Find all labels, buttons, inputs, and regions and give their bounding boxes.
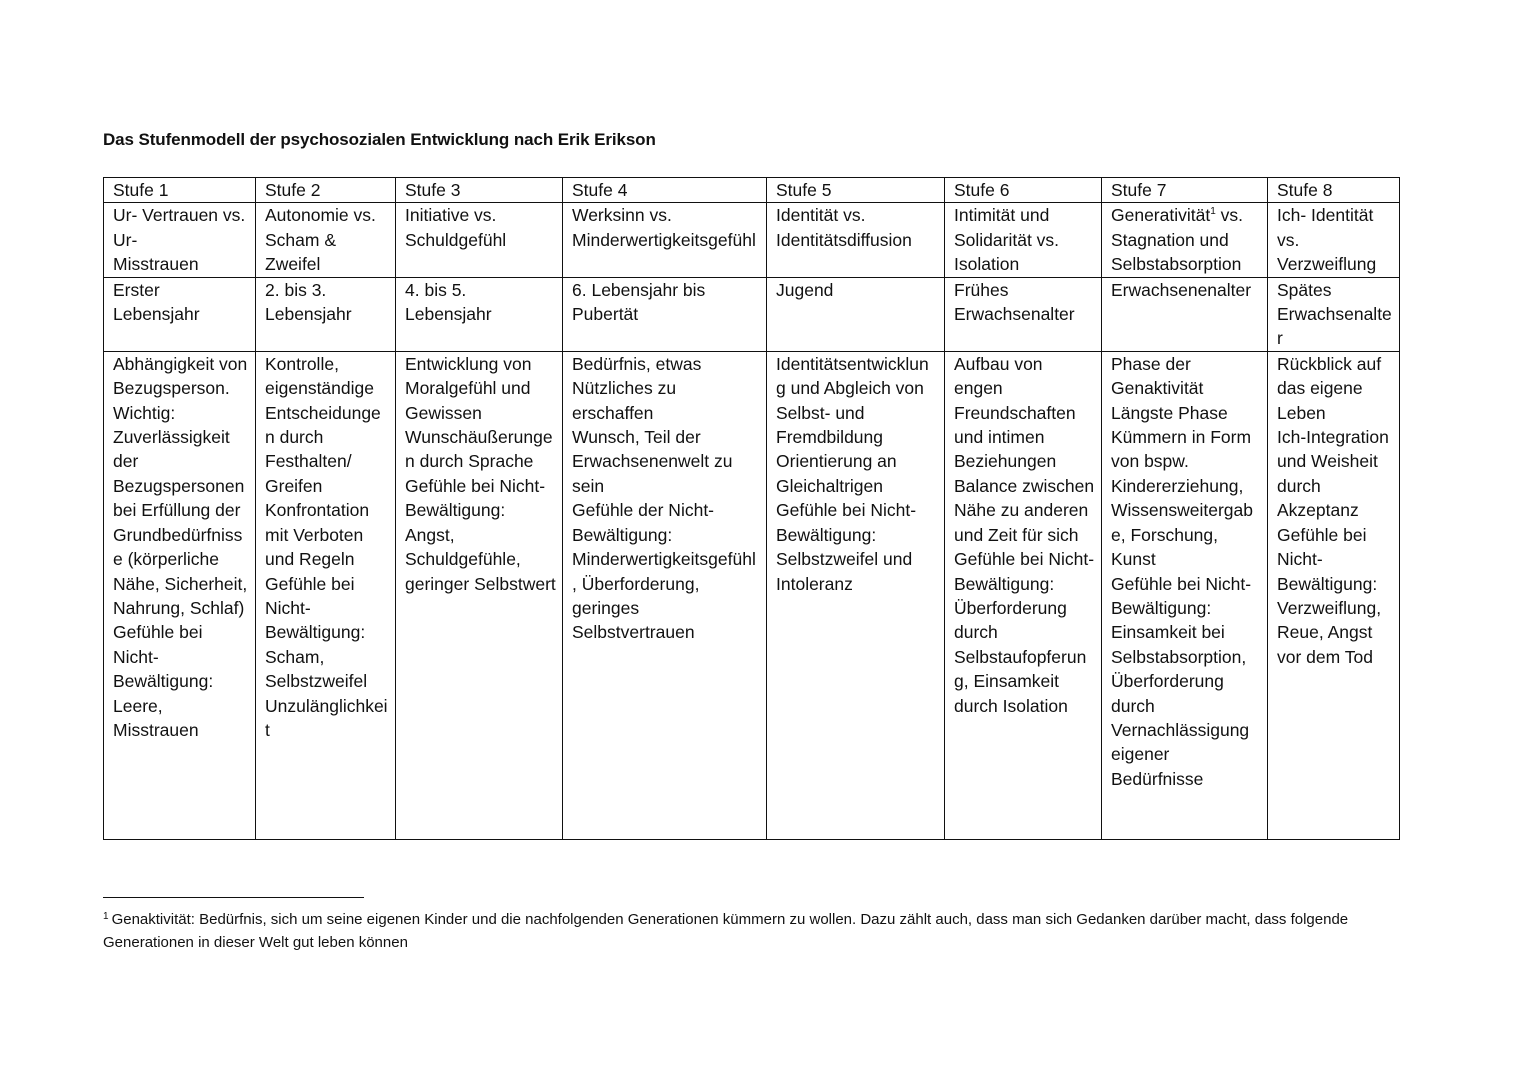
stage-1-conflict: Ur- Vertrauen vs. Ur- Misstrauen: [104, 203, 256, 277]
table-row-stage-labels: [104, 178, 1400, 203]
stage-3-description: Entwicklung von Moralgefühl und Gewissen Wunschäußerungen durch Sprache Gefühle bei Nicht-Bewältigung: Angst, Schuldgefühle, geringer Selbstwert: [396, 351, 563, 839]
stage-1-age: Erster Lebensjahr: [104, 277, 256, 351]
footnote: [103, 908, 1393, 954]
stage-5-age: Jugend: [767, 277, 945, 351]
stage-5-conflict: Identität vs. Identitätsdiffusion: [767, 203, 945, 277]
footnote-reference: 1: [1210, 206, 1216, 218]
stage-8-description: Rückblick auf das eigene Leben Ich-Integration und Weisheit durch Akzeptanz Gefühle bei Nicht-Bewältigung: Verzweiflung, Reue, Angst vor dem Tod: [1268, 351, 1400, 839]
document-title: Das Stufenmodell der psychosozialen Entwicklung nach Erik Erikson: [103, 130, 656, 149]
stage-6-conflict: Intimität und Solidarität vs. Isolation: [945, 203, 1102, 277]
stage-8-age: Spätes Erwachsenalter: [1268, 277, 1400, 351]
footnote-mark: 1: [103, 911, 109, 922]
stage-5-description: Identitätsentwicklung und Abgleich von Selbst- und Fremdbildung Orientierung an Gleichaltrigen Gefühle bei Nicht-Bewältigung: Selbstzweifel und Intoleranz: [767, 351, 945, 839]
footnote-separator: [103, 897, 364, 898]
stage-2-conflict: Autonomie vs. Scham & Zweifel: [256, 203, 396, 277]
stage-7-description: Phase der Genaktivität Längste Phase Kümmern in Form von bspw. Kindererziehung, Wissensweitergabe, Forschung, Kunst Gefühle bei Nicht-Bewältigung: Einsamkeit bei Selbstabsorption, Überforderung durch Vernachlässigung eigener Bedürfnisse: [1102, 351, 1268, 839]
stage-8-label: Stufe 8: [1268, 178, 1400, 203]
stage-5-label: Stufe 5: [767, 178, 945, 203]
stage-3-conflict: Initiative vs. Schuldgefühl: [396, 203, 563, 277]
stage-1-label: Stufe 1: [104, 178, 256, 203]
erikson-stages-table: [103, 177, 1400, 840]
stage-4-conflict: Werksinn vs. Minderwertigkeitsgefühl: [563, 203, 767, 277]
stage-7-age: Erwachsenenalter: [1102, 277, 1268, 351]
stage-7-label: Stufe 7: [1102, 178, 1268, 203]
table-row-ages: [104, 277, 1400, 351]
stage-6-label: Stufe 6: [945, 178, 1102, 203]
stage-6-description: Aufbau von engen Freundschaften und intimen Beziehungen Balance zwischen Nähe zu anderen und Zeit für sich Gefühle bei Nicht-Bewältigung: Überforderung durch Selbstaufopferung, Einsamkeit durch Isolation: [945, 351, 1102, 839]
table-row-conflicts: [104, 203, 1400, 277]
stage-4-label: Stufe 4: [563, 178, 767, 203]
stage-3-label: Stufe 3: [396, 178, 563, 203]
stage-4-age: 6. Lebensjahr bis Pubertät: [563, 277, 767, 351]
table-row-descriptions: [104, 351, 1400, 839]
stage-1-description: Abhängigkeit von Bezugsperson. Wichtig: Zuverlässigkeit der Bezugspersonen bei Erfüllung der Grundbedürfnisse (körperliche Nähe, Sicherheit, Nahrung, Schlaf) Gefühle bei Nicht-Bewältigung: Leere, Misstrauen: [104, 351, 256, 839]
stage-6-age: Frühes Erwachsenalter: [945, 277, 1102, 351]
stage-2-description: Kontrolle, eigenständige Entscheidungen durch Festhalten/ Greifen Konfrontation mit Verboten und Regeln Gefühle bei Nicht-Bewältigung: Scham, Selbstzweifel Unzulänglichkeit: [256, 351, 396, 839]
stage-2-age: 2. bis 3. Lebensjahr: [256, 277, 396, 351]
stage-2-label: Stufe 2: [256, 178, 396, 203]
footnote-text: Genaktivität: Bedürfnis, sich um seine eigenen Kinder und die nachfolgenden Generationen kümmern zu wollen. Dazu zählt auch, dass man sich Gedanken darüber macht, dass folgende Generationen in dieser Welt gut leben können: [103, 911, 1349, 951]
stage-7-conflict: [1102, 203, 1268, 277]
stage-7-conflict-end: vs. Stagnation und Selbstabsorption: [1111, 205, 1244, 275]
stage-7-conflict-start: Generativität: [1111, 205, 1211, 226]
stage-3-age: 4. bis 5. Lebensjahr: [396, 277, 563, 351]
stage-8-conflict: Ich- Identität vs. Verzweiflung: [1268, 203, 1400, 277]
stage-4-description: Bedürfnis, etwas Nützliches zu erschaffen Wunsch, Teil der Erwachsenenwelt zu sein Gefühle der Nicht-Bewältigung: Minderwertigkeitsgefühl, Überforderung, geringes Selbstvertrauen: [563, 351, 767, 839]
